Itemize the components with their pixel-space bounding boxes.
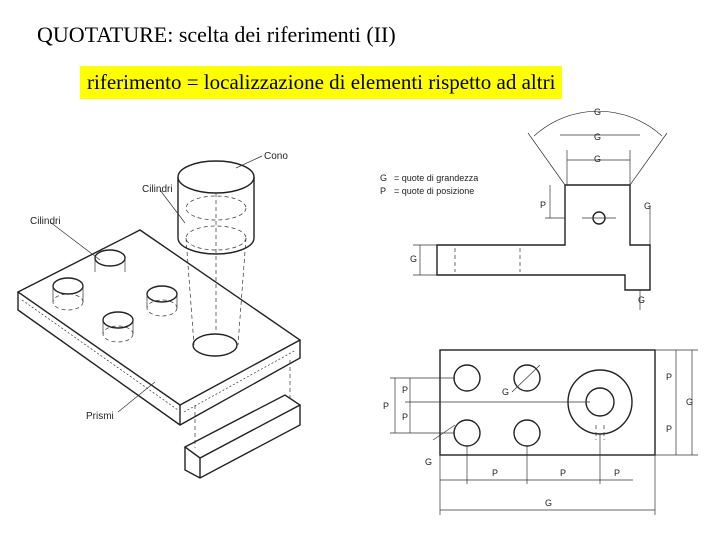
dim-g-7: G	[502, 387, 510, 397]
dim-p-8: P	[560, 468, 567, 478]
legend-g-symbol: G	[380, 173, 388, 183]
dim-g-3: G	[594, 154, 602, 164]
dim-g-8: G	[425, 457, 433, 467]
dim-p-3: P	[402, 385, 409, 395]
dim-g-10: G	[545, 498, 553, 508]
profile-view	[410, 107, 667, 310]
dim-p-6: P	[666, 424, 673, 434]
plate-sides	[18, 292, 300, 425]
label-cilindri-top: Cilindri	[142, 184, 173, 195]
dim-g-1: G	[594, 107, 602, 117]
label-cilindri-left: Cilindri	[30, 216, 61, 227]
label-prismi: Prismi	[86, 411, 114, 422]
plate-top	[18, 230, 300, 405]
legend	[380, 173, 478, 196]
dim-g-2: G	[594, 132, 602, 142]
legend-p-text: = quote di posizione	[394, 186, 475, 196]
page-subtitle: riferimento = localizzazione di elementi rispetto ad altri	[80, 66, 562, 99]
prism-bar	[185, 360, 300, 478]
isometric-view	[18, 151, 300, 478]
dim-g-9: G	[686, 397, 694, 407]
dim-p-4: P	[402, 412, 409, 422]
dim-p-9: P	[614, 468, 621, 478]
dim-g-6: G	[638, 295, 646, 305]
legend-p-symbol: P	[380, 186, 387, 196]
dim-p-7: P	[492, 468, 499, 478]
legend-g-text: = quote di grandezza	[394, 173, 479, 183]
label-cono: Cono	[264, 151, 288, 162]
dim-p-5: P	[666, 372, 673, 382]
dim-p-2: P	[383, 401, 390, 411]
dim-p-1: P	[540, 200, 547, 210]
page-title: QUOTATURE: scelta dei riferimenti (II)	[37, 22, 396, 47]
plate-holes	[53, 250, 237, 356]
dim-g-5: G	[410, 254, 418, 264]
floating-cylinder	[178, 161, 254, 345]
dim-g-4: G	[644, 201, 652, 211]
plan-view	[383, 350, 698, 515]
